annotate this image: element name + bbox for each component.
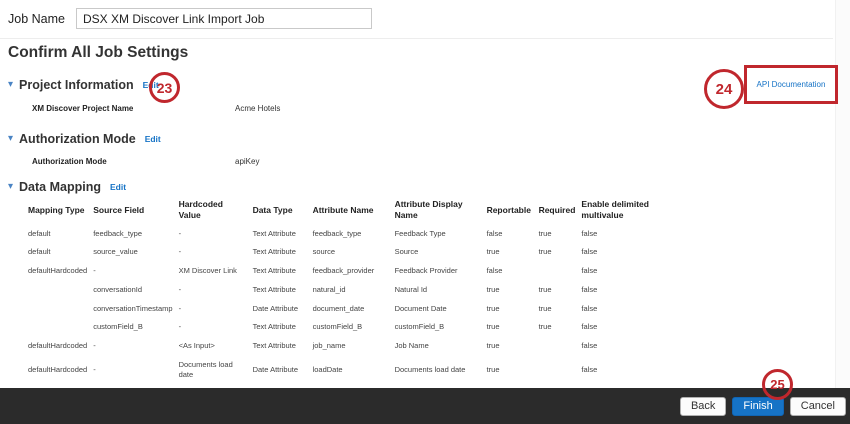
table-cell: Source	[394, 247, 419, 257]
field-value: apiKey	[235, 157, 260, 166]
table-cell: Feedback Provider	[394, 266, 458, 276]
cancel-button[interactable]: Cancel	[790, 397, 846, 416]
table-cell: -	[178, 284, 182, 294]
table-cell: false	[581, 364, 598, 374]
table-cell: job_name	[312, 341, 346, 351]
job-name-row	[8, 8, 372, 29]
table-cell: -	[178, 303, 182, 313]
section-title: Authorization Mode	[19, 132, 136, 146]
table-cell: Text Attribute	[252, 266, 296, 276]
table-cell: false	[581, 341, 598, 351]
table-cell: Text Attribute	[252, 341, 296, 351]
table-cell: document_date	[312, 303, 365, 313]
table-cell: customField_B	[394, 322, 445, 332]
table-cell: <As Input>	[178, 341, 215, 351]
table-cell: -	[178, 247, 182, 257]
table-cell: false	[486, 266, 503, 276]
field-label: XM Discover Project Name	[32, 104, 134, 113]
table-cell: Document Date	[394, 303, 447, 313]
table-cell	[25, 299, 90, 318]
table-cell: false	[581, 228, 598, 238]
table-cell: true	[486, 364, 500, 374]
column-header: Required	[538, 204, 576, 215]
table-cell: -	[178, 322, 182, 332]
table-cell: Feedback Type	[394, 228, 446, 238]
table-row	[25, 299, 670, 318]
annotation-step-circle: 24	[704, 69, 744, 109]
table-cell: Date Attribute	[252, 303, 299, 313]
table-cell: false	[581, 247, 598, 257]
job-name-label: Job Name	[8, 11, 65, 26]
table-cell: conversationId	[93, 284, 142, 294]
field-row	[32, 157, 259, 166]
scrollbar-track[interactable]	[835, 0, 850, 388]
column-header: Source Field	[93, 204, 145, 215]
table-cell: defaultHardcoded	[28, 266, 88, 276]
edit-project-information-link[interactable]: Edit	[142, 80, 159, 90]
table-cell: true	[486, 284, 500, 294]
table-cell: customField_B	[93, 322, 143, 332]
table-row	[25, 224, 670, 243]
table-cell: Text Attribute	[252, 322, 296, 332]
table-cell: Text Attribute	[252, 247, 296, 257]
field-row	[32, 104, 280, 113]
page-title: Confirm All Job Settings	[8, 44, 189, 61]
data-mapping-table-wrap	[25, 196, 670, 384]
table-cell: false	[581, 284, 598, 294]
table-cell: natural_id	[312, 284, 346, 294]
table-cell	[536, 355, 579, 384]
table-cell: Date Attribute	[252, 364, 299, 374]
header-divider	[0, 38, 833, 39]
table-cell: -	[93, 341, 96, 351]
collapse-caret-icon[interactable]: ▾	[8, 181, 14, 192]
table-cell: defaultHardcoded	[28, 364, 88, 374]
table-cell: Natural Id	[394, 284, 428, 294]
table-cell: Text Attribute	[252, 228, 296, 238]
table-cell: Job Name	[394, 341, 429, 351]
table-cell: true	[538, 303, 552, 313]
table-cell	[25, 280, 90, 299]
table-row	[25, 337, 670, 356]
column-header: Mapping Type	[28, 204, 85, 215]
table-cell: true	[538, 228, 552, 238]
table-cell: true	[486, 247, 500, 257]
table-cell: true	[538, 284, 552, 294]
column-header: Hardcoded Value	[178, 199, 223, 221]
table-cell	[536, 337, 579, 356]
table-cell	[536, 262, 579, 281]
table-cell: true	[538, 247, 552, 257]
table-cell: -	[178, 228, 182, 238]
table-cell: true	[486, 341, 500, 351]
annotation-highlight-box	[744, 65, 838, 104]
footer-action-bar	[0, 388, 850, 424]
table-cell: source	[312, 247, 336, 257]
edit-authorization-mode-link[interactable]: Edit	[144, 134, 161, 144]
table-row	[25, 318, 670, 337]
column-header: Attribute Display Name	[394, 199, 463, 221]
back-button[interactable]: Back	[680, 397, 726, 416]
table-cell: XM Discover Link	[178, 266, 237, 276]
table-cell: Documents load date	[394, 364, 466, 374]
column-header: Enable delimited multivalue	[581, 199, 649, 221]
table-cell: Text Attribute	[252, 284, 296, 294]
table-cell: true	[486, 303, 500, 313]
column-header: Attribute Name	[312, 204, 374, 215]
table-cell	[25, 318, 90, 337]
table-cell: customField_B	[312, 322, 363, 332]
section-data-mapping	[8, 180, 126, 194]
table-cell: true	[538, 322, 552, 332]
table-row	[25, 243, 670, 262]
table-cell: feedback_type	[93, 228, 143, 238]
table-header-row	[25, 196, 670, 224]
table-cell: true	[486, 322, 500, 332]
table-cell: -	[93, 364, 96, 374]
finish-button[interactable]: Finish	[732, 397, 783, 416]
job-name-input[interactable]	[76, 8, 372, 29]
section-authorization-mode	[8, 132, 161, 146]
table-cell: default	[28, 247, 51, 257]
table-cell: feedback_type	[312, 228, 362, 238]
column-header: Data Type	[252, 204, 293, 215]
api-documentation-link[interactable]: API Documentation	[756, 80, 826, 89]
collapse-caret-icon[interactable]: ▾	[8, 133, 14, 144]
table-cell: feedback_provider	[312, 266, 375, 276]
column-header: Reportable	[486, 204, 531, 215]
field-value: Acme Hotels	[235, 104, 281, 113]
table-cell: -	[93, 266, 96, 276]
table-cell: false	[486, 228, 503, 238]
table-cell: Documents load date	[178, 359, 233, 379]
section-title: Project Information	[19, 78, 134, 92]
section-title: Data Mapping	[19, 180, 101, 194]
edit-data-mapping-link[interactable]: Edit	[109, 182, 127, 192]
data-mapping-table	[25, 196, 670, 384]
table-cell: loadDate	[312, 364, 343, 374]
annotation-step-circle: 23	[149, 72, 180, 103]
section-project-information	[8, 78, 159, 92]
table-cell: false	[581, 322, 598, 332]
annotation-step-circle: 25	[762, 369, 793, 400]
collapse-caret-icon[interactable]: ▾	[8, 79, 14, 90]
table-cell: false	[581, 266, 598, 276]
table-cell: default	[28, 228, 51, 238]
table-cell: false	[581, 303, 598, 313]
field-label: Authorization Mode	[32, 157, 107, 166]
table-row	[25, 262, 670, 281]
table-row	[25, 280, 670, 299]
table-cell: conversationTimestamp	[93, 303, 173, 313]
table-row	[25, 355, 670, 384]
table-cell: defaultHardcoded	[28, 341, 88, 351]
table-cell: source_value	[93, 247, 138, 257]
